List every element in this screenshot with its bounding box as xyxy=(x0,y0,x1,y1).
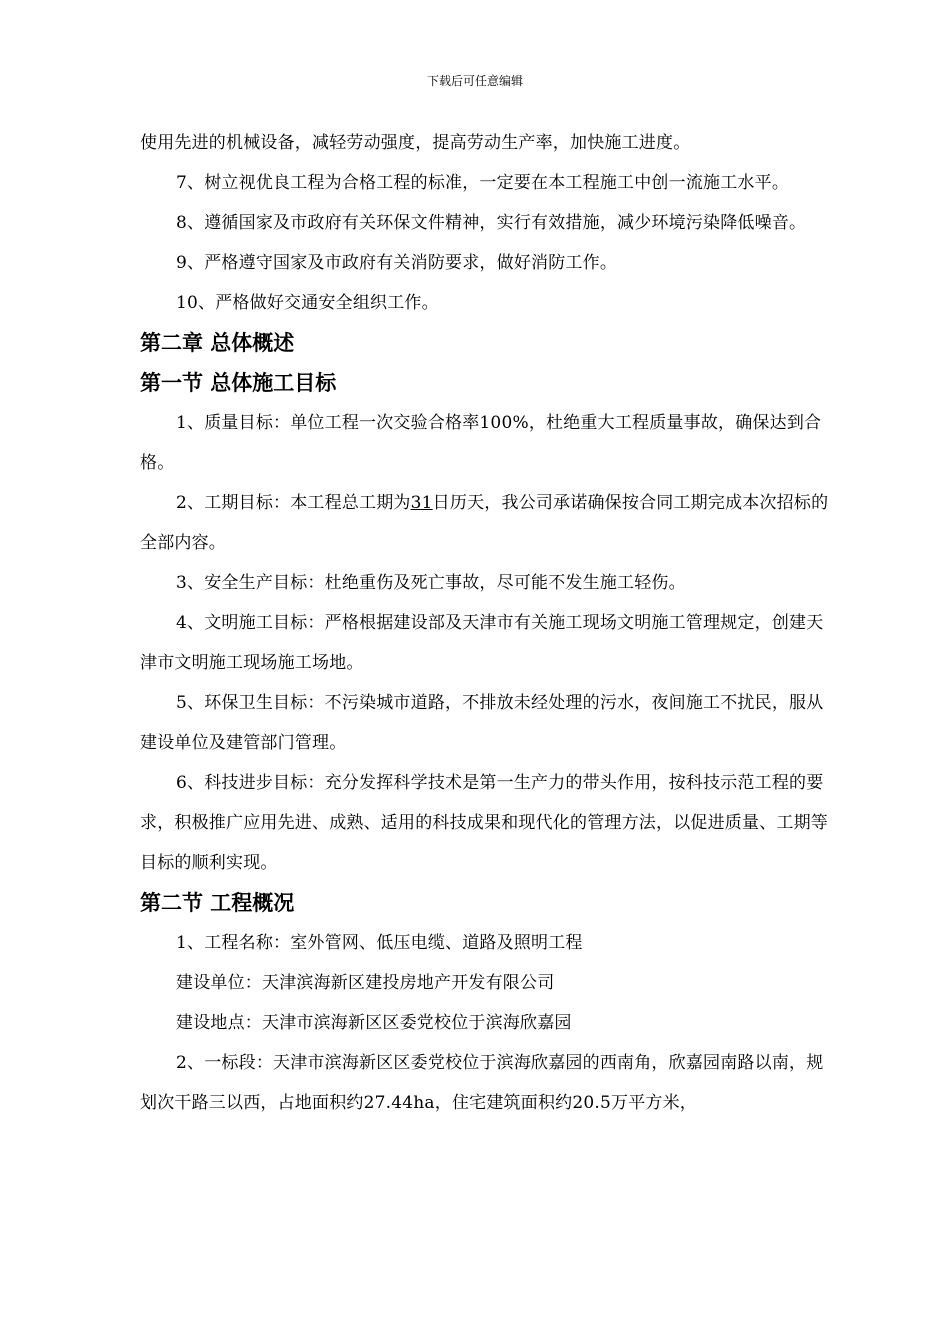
paragraph: 使用先进的机械设备，减轻劳动强度，提高劳动生产率，加快施工进度。 xyxy=(140,133,691,153)
paragraph: 2、一标段：天津市滨海新区区委党校位于滨海欣嘉园的西南角，欣嘉园南路以南，规划次干路三以西，占地面积约27.44ha，住宅建筑面积约20.5万平方米， xyxy=(140,1053,824,1113)
paragraph: 1、工程名称：室外管网、低压电缆、道路及照明工程 xyxy=(176,933,583,953)
paragraph: 9、严格遵守国家及市政府有关消防要求，做好消防工作。 xyxy=(176,253,618,273)
chapter-heading: 第二章 总体概述 xyxy=(140,331,295,355)
paragraph xyxy=(140,483,830,563)
paragraph: 1、质量目标：单位工程一次交验合格率100%，杜绝重大工程质量事故，确保达到合格。 xyxy=(140,413,822,473)
paragraph: 4、文明施工目标：严格根据建设部及天津市有关施工现场文明施工管理规定，创建天津市文明施工现场施工场地。 xyxy=(140,613,824,673)
section-heading: 第二节 工程概况 xyxy=(140,891,295,915)
text-run: 日历天，我公司承诺确保按合同工期完成本次招标的全部内容。 xyxy=(140,493,829,553)
text-run: 2、工期目标：本工程总工期为 xyxy=(176,493,411,513)
paragraph: 建设地点：天津市滨海新区区委党校位于滨海欣嘉园 xyxy=(176,1013,572,1033)
page-header: 下载后可任意编辑 xyxy=(426,74,523,88)
paragraph: 建设单位：天津滨海新区建投房地产开发有限公司 xyxy=(176,973,555,993)
paragraph: 3、安全生产目标：杜绝重伤及死亡事故，尽可能不发生施工轻伤。 xyxy=(176,573,686,593)
paragraph: 6、科技进步目标：充分发挥科学技术是第一生产力的带头作用，按科技示范工程的要求，积极推广应用先进、成熟、适用的科技成果和现代化的管理方法，以促进质量、工期等目标的顺利实现。 xyxy=(140,773,828,873)
paragraph: 5、环保卫生目标：不污染城市道路，不排放未经处理的污水，夜间施工不扰民，服从建设单位及建管部门管理。 xyxy=(140,693,824,753)
paragraph: 10、严格做好交通安全组织工作。 xyxy=(176,293,439,313)
underlined-days: 31 xyxy=(410,493,433,513)
paragraph: 8、遵循国家及市政府有关环保文件精神，实行有效措施，减少环境污染降低噪音。 xyxy=(176,213,807,233)
paragraph: 7、树立视优良工程为合格工程的标准，一定要在本工程施工中创一流施工水平。 xyxy=(176,173,790,193)
section-heading: 第一节 总体施工目标 xyxy=(140,371,337,395)
document-body xyxy=(140,123,830,1123)
